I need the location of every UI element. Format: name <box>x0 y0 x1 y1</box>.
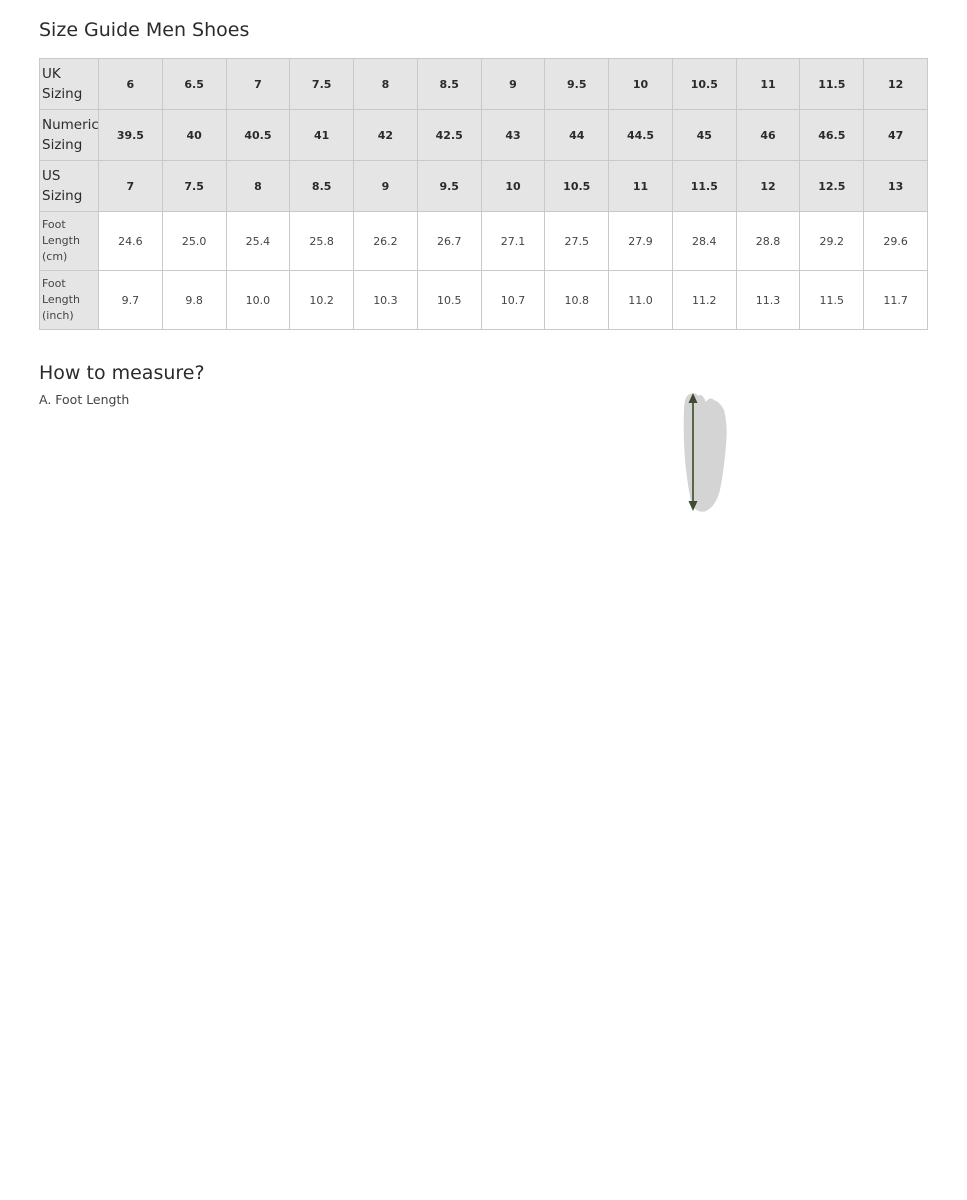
table-cell: 9.5 <box>417 161 481 212</box>
table-cell: 10.2 <box>290 271 354 330</box>
table-cell: 10.5 <box>417 271 481 330</box>
table-cell: 11.0 <box>609 271 673 330</box>
table-cell: 43 <box>481 110 545 161</box>
table-cell: 26.7 <box>417 212 481 271</box>
table-cell: 11.5 <box>800 59 864 110</box>
table-cell: 28.8 <box>736 212 800 271</box>
table-cell: 44 <box>545 110 609 161</box>
table-cell: 10.5 <box>672 59 736 110</box>
table-cell: 10 <box>609 59 673 110</box>
table-cell: 11.5 <box>800 271 864 330</box>
table-cell: 42 <box>354 110 418 161</box>
table-cell: 42.5 <box>417 110 481 161</box>
table-cell: 26.2 <box>354 212 418 271</box>
table-cell: 8.5 <box>290 161 354 212</box>
table-row <box>40 59 928 110</box>
table-cell: 7.5 <box>162 161 226 212</box>
table-cell: 27.5 <box>545 212 609 271</box>
page-title: Size Guide Men Shoes <box>39 19 250 41</box>
table-row <box>40 271 928 330</box>
table-cell: 9 <box>481 59 545 110</box>
table-cell: 10.3 <box>354 271 418 330</box>
table-cell: 7 <box>226 59 290 110</box>
table-cell: 11.7 <box>864 271 928 330</box>
table-cell: 11.2 <box>672 271 736 330</box>
table-cell: 11 <box>609 161 673 212</box>
foot-length-label: A. Foot Length <box>39 392 130 407</box>
table-cell: 44.5 <box>609 110 673 161</box>
table-cell: 9 <box>354 161 418 212</box>
table-cell: 10.8 <box>545 271 609 330</box>
table-cell: 25.0 <box>162 212 226 271</box>
table-cell: 10 <box>481 161 545 212</box>
row-label: UK Sizing <box>40 59 99 110</box>
table-cell: 25.8 <box>290 212 354 271</box>
row-label: Numeric Sizing <box>40 110 99 161</box>
foot-length-icon <box>680 390 732 515</box>
table-cell: 25.4 <box>226 212 290 271</box>
table-cell: 24.6 <box>99 212 163 271</box>
table-cell: 9.7 <box>99 271 163 330</box>
table-cell: 8 <box>226 161 290 212</box>
table-cell: 28.4 <box>672 212 736 271</box>
table-cell: 12 <box>864 59 928 110</box>
table-cell: 10.7 <box>481 271 545 330</box>
table-cell: 9.8 <box>162 271 226 330</box>
table-cell: 45 <box>672 110 736 161</box>
table-cell: 6 <box>99 59 163 110</box>
table-cell: 29.6 <box>864 212 928 271</box>
table-cell: 46 <box>736 110 800 161</box>
table-cell: 41 <box>290 110 354 161</box>
table-row <box>40 161 928 212</box>
table-cell: 7.5 <box>290 59 354 110</box>
table-cell: 11.5 <box>672 161 736 212</box>
table-cell: 40.5 <box>226 110 290 161</box>
table-cell: 39.5 <box>99 110 163 161</box>
row-label: Foot Length (inch) <box>40 271 99 330</box>
table-cell: 8.5 <box>417 59 481 110</box>
table-cell: 7 <box>99 161 163 212</box>
table-row <box>40 212 928 271</box>
table-cell: 10.5 <box>545 161 609 212</box>
table-cell: 40 <box>162 110 226 161</box>
table-cell: 27.9 <box>609 212 673 271</box>
size-table <box>39 58 928 330</box>
how-to-measure-heading: How to measure? <box>39 362 205 384</box>
table-cell: 29.2 <box>800 212 864 271</box>
table-row <box>40 110 928 161</box>
row-label: US Sizing <box>40 161 99 212</box>
table-cell: 8 <box>354 59 418 110</box>
table-cell: 9.5 <box>545 59 609 110</box>
table-cell: 11.3 <box>736 271 800 330</box>
table-cell: 10.0 <box>226 271 290 330</box>
table-cell: 13 <box>864 161 928 212</box>
table-cell: 12.5 <box>800 161 864 212</box>
table-cell: 6.5 <box>162 59 226 110</box>
table-cell: 46.5 <box>800 110 864 161</box>
table-cell: 27.1 <box>481 212 545 271</box>
table-cell: 12 <box>736 161 800 212</box>
table-cell: 47 <box>864 110 928 161</box>
table-cell: 11 <box>736 59 800 110</box>
row-label: Foot Length (cm) <box>40 212 99 271</box>
